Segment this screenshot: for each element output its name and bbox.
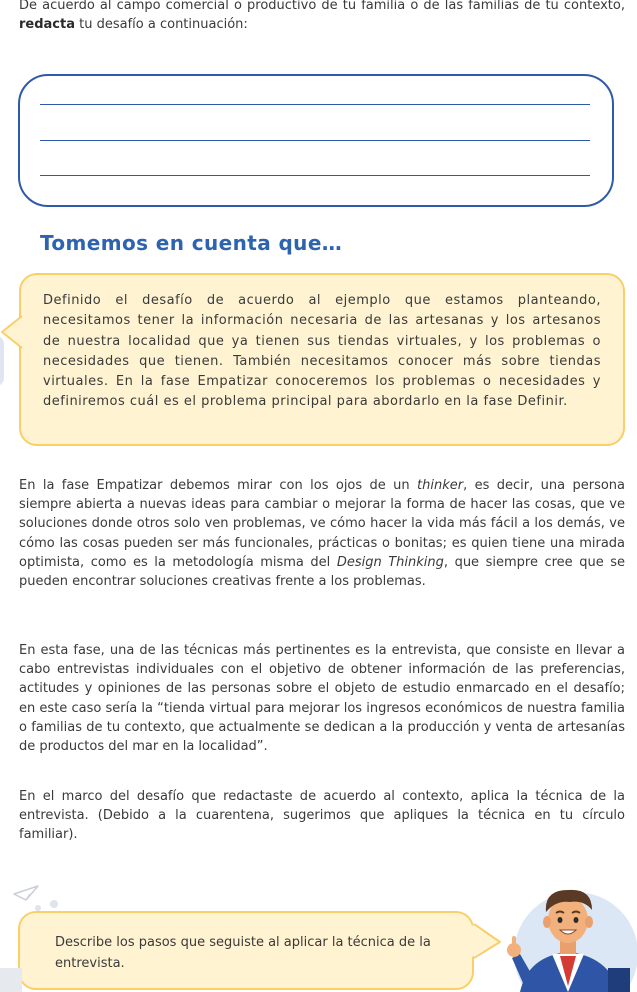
answer-line-2[interactable] — [40, 140, 590, 141]
paper-plane-icon — [12, 884, 64, 914]
answer-line-1[interactable] — [40, 104, 590, 105]
term-thinker: thinker — [417, 478, 464, 493]
paragraph-apply: En el marco del desafío que redactaste de acuerdo al contexto, aplica la técnica de la entrevista. (Debido a la cuarentena, sugerimos que apliques la técnica en tu círculo familiar). — [19, 789, 625, 843]
intro-bold-word: redacta — [19, 17, 75, 33]
note-text: Definido el desafío de acuerdo al ejemplo que estamos planteando, necesitamos tener la información necesaria de las artesanas y los artesanos de nuestra localidad que ya tienen sus tiendas virtuales, y los problemas o necesidades que tienen. También necesitamos conocer más sobre tiendas virtuales. En la fase Empatizar conoceremos los problemas o necesidades y definiremos cuál es el problema principal para abordarlo en la fase Definir. — [43, 293, 601, 410]
paragraph-thinker-text: En la fase Empatizar debemos mirar con los ojos de un — [19, 478, 418, 493]
section-heading: Tomemos en cuenta que… — [40, 231, 343, 255]
paragraph-thinker-text-2: , es decir, una persona siempre abierta a nuevas ideas para cambiar o mejorar la forma de hacer las cosas, que ve soluciones donde otros solo ven problemas, ve cómo hacer la vida más fácil a los demás, ve cómo las cosas pueden ser más funcionales, prácticas o bonitas; es quien tiene una mirada optimista, como es la metodología misma del — [19, 478, 626, 570]
intro-text-end: tu desafío a continuación: — [75, 17, 248, 33]
paragraph-interview: En esta fase, una de las técnicas más pertinentes es la entrevista, que consiste en llevar a cabo entrevistas individuales con el objetivo de obtener información de las preferencias, actitudes y opiniones de las personas sobre el objeto de estudio enmarcado en el desafío; en este caso sería la “tienda virtual para mejorar los ingresos económicos de nuestra familia o familias de tu contexto, que actualmente se dedican a la producción y venta de artesanías de productos del mar en la localidad”. — [19, 643, 625, 755]
note-callout-tail — [0, 310, 28, 354]
student-avatar-illustration — [498, 882, 637, 992]
task-text: Describe los pasos que seguiste al aplicar la técnica de la entrevista. — [55, 935, 431, 971]
paragraph-thinker-text-3: , que siempre cree que se pueden encontrar soluciones creativas frente a los problemas. — [19, 554, 626, 590]
paragraph-thinker — [19, 476, 625, 591]
challenge-answer-box[interactable] — [18, 74, 614, 207]
page-corner-decoration — [0, 968, 22, 992]
answer-line-3[interactable] — [40, 175, 590, 176]
term-design-thinking: Design Thinking — [336, 554, 444, 570]
intro-text: De acuerdo al campo comercial o productivo de tu familia o de las familias de tu contexto, — [19, 0, 625, 13]
intro-paragraph — [19, 0, 625, 34]
